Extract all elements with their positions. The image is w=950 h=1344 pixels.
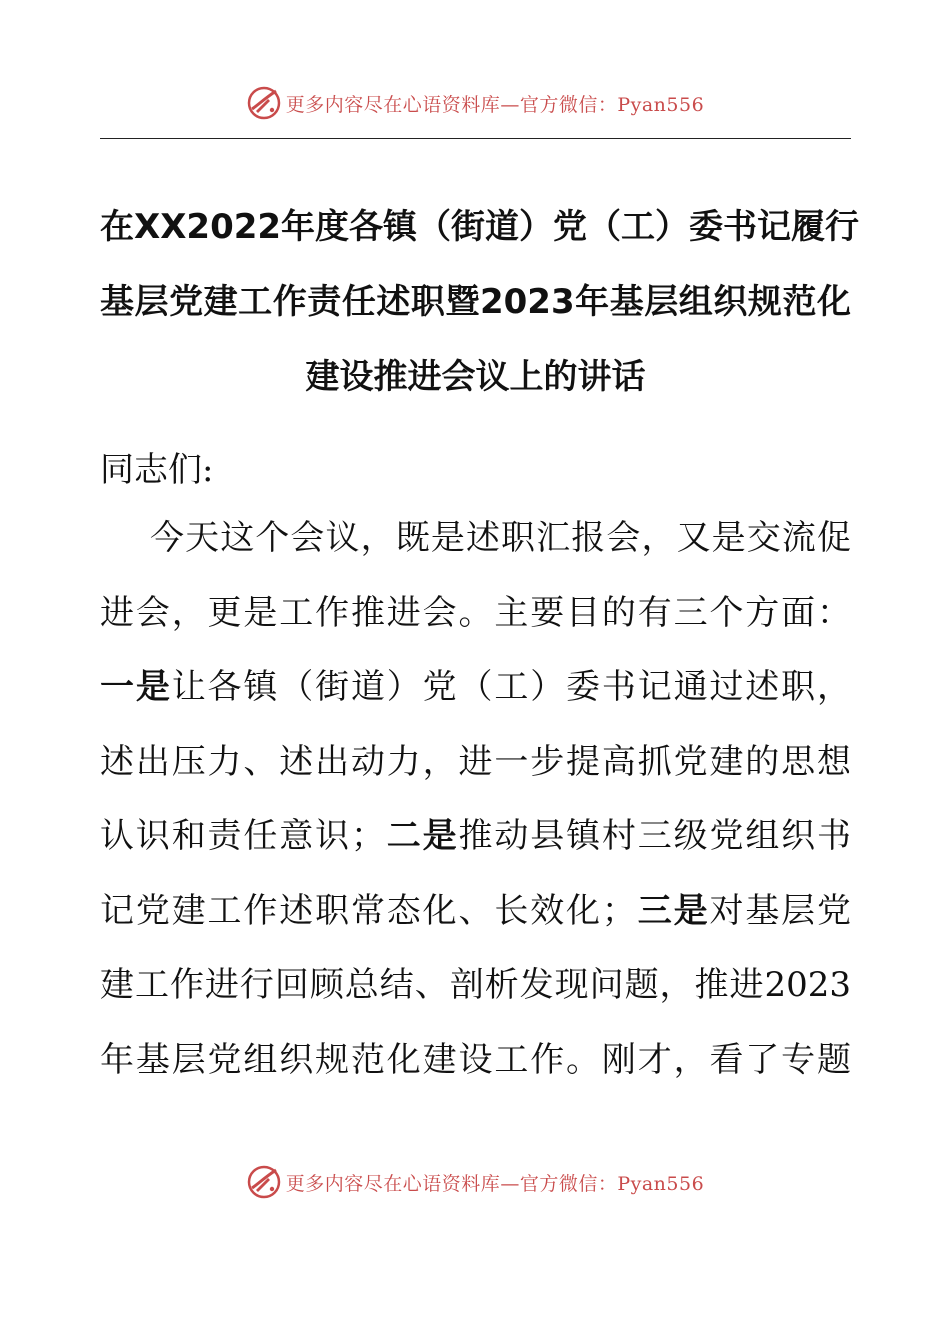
body-line-5	[100, 808, 851, 883]
body-line-1: 今天这个会议，既是述职汇报会，又是交流促	[150, 518, 851, 558]
watermark-wechat-label: 官方微信：	[519, 93, 618, 116]
brand-logo-icon	[246, 85, 282, 121]
body-line-8: 年基层党组织规范化建设工作。刚才，看了专题	[100, 1039, 851, 1080]
header-watermark	[0, 83, 950, 123]
title-line-2: 基层党建工作责任述职暨2023年基层组织规范化	[100, 282, 851, 322]
header-divider	[100, 138, 851, 139]
watermark-label: 更多内容尽在心语资料库	[285, 93, 501, 116]
body-line-6-pre: 记党建工作述职常态化、长效化；	[100, 890, 636, 931]
body-line-5-text: 推动县镇村三级党组织书	[458, 816, 852, 856]
emphasis-first: 一是	[100, 667, 172, 707]
salutation: 同志们:	[100, 450, 214, 490]
document-title	[100, 190, 860, 415]
footer-watermark	[0, 1162, 950, 1202]
body-line-3-text: 让各镇（街道）党（工）委书记通过述职，	[171, 667, 852, 707]
body-line-3	[100, 659, 851, 734]
watermark-separator: —	[500, 1172, 520, 1195]
brand-logo-icon	[246, 1164, 282, 1200]
title-line-3: 建设推进会议上的讲话	[305, 357, 646, 397]
body-line-5-pre: 认识和责任意识；	[100, 816, 385, 856]
emphasis-second: 二是	[384, 816, 459, 856]
title-line-1: 在XX2022年度各镇（街道）党（工）委书记履行	[100, 207, 860, 247]
watermark-wechat-id: Pyan556	[617, 1172, 705, 1195]
watermark-separator: —	[500, 93, 520, 116]
body-paragraph	[100, 510, 851, 1106]
watermark-wechat-label: 官方微信：	[519, 1172, 618, 1195]
body-line-2: 进会，更是工作推进会。主要目的有三个方面：	[100, 592, 851, 633]
watermark-label: 更多内容尽在心语资料库	[285, 1172, 501, 1195]
body-line-6	[100, 883, 851, 958]
body-line-6-text: 对基层党	[709, 890, 852, 931]
body-line-7: 建工作进行回顾总结、剖析发现问题，推进2023	[100, 965, 851, 1005]
watermark-wechat-id: Pyan556	[617, 93, 705, 116]
emphasis-third: 三是	[635, 890, 710, 931]
body-line-4: 述出压力、述出动力，进一步提高抓党建的思想	[100, 741, 851, 782]
